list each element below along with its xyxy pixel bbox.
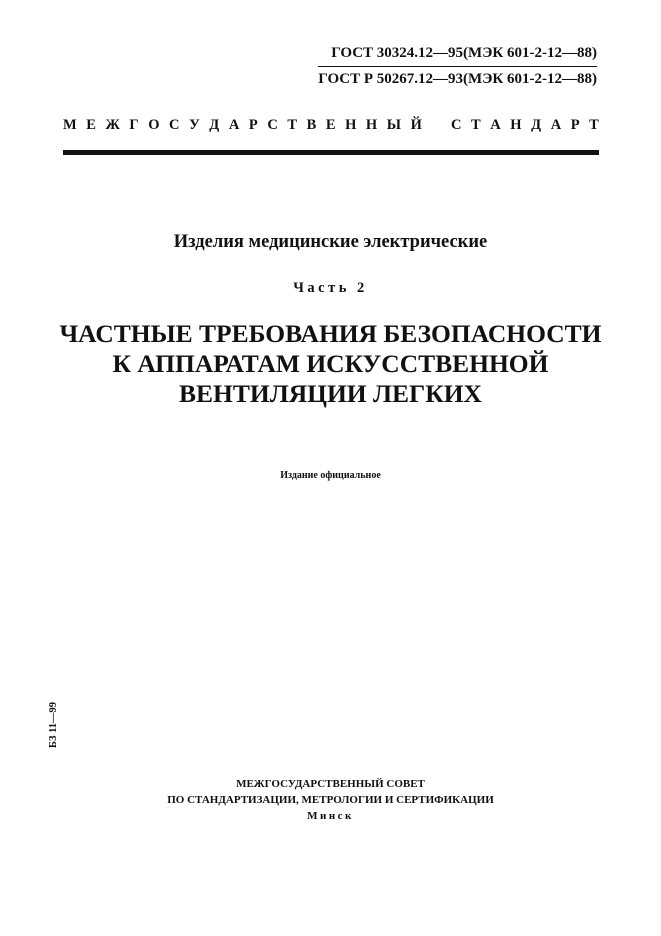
standard-type-letter: М bbox=[63, 117, 77, 133]
standard-type-letter: С bbox=[267, 117, 278, 133]
gost-national-number: ГОСТ Р 50267.12—93(МЭК 601-2-12—88) bbox=[318, 71, 597, 87]
main-title bbox=[0, 319, 661, 409]
product-title: Изделия медицинские электрические bbox=[173, 232, 488, 252]
standard-type-letter: А bbox=[550, 117, 562, 133]
publisher-line: ПО СТАНДАРТИЗАЦИИ, МЕТРОЛОГИИ И СЕРТИФИКАЦИИ bbox=[167, 794, 494, 806]
standard-type-letter: Н bbox=[365, 117, 378, 133]
standard-type-letter: Ж bbox=[105, 117, 120, 133]
standard-type-letter: Е bbox=[86, 117, 96, 133]
standard-type-letter: Н bbox=[510, 117, 522, 133]
standard-type-letter: Р bbox=[248, 117, 258, 133]
standard-designations bbox=[318, 42, 597, 91]
standard-type-letter: О bbox=[148, 117, 160, 133]
standard-type-letter: Й bbox=[410, 117, 422, 133]
standard-type-letter: Е bbox=[325, 117, 336, 133]
publisher-block bbox=[0, 776, 661, 824]
standard-type-heading bbox=[63, 117, 599, 134]
side-catalog-code: БЗ 11—99 bbox=[48, 701, 59, 748]
standard-type-letter: Т bbox=[287, 117, 298, 133]
standard-type-letter: Д bbox=[209, 117, 220, 133]
standard-type-letter: С bbox=[450, 117, 462, 133]
edition-note: Издание официальное bbox=[280, 470, 381, 481]
publisher-city: Минск bbox=[307, 810, 354, 822]
standard-type-letter: Н bbox=[345, 117, 357, 133]
main-title-line: ВЕНТИЛЯЦИИ ЛЕГКИХ bbox=[179, 379, 482, 408]
heading-divider-rule bbox=[63, 150, 599, 155]
standard-type-letter: Т bbox=[589, 117, 599, 133]
publisher-line: МЕЖГОСУДАРСТВЕННЫЙ СОВЕТ bbox=[236, 778, 425, 790]
word-gap bbox=[431, 117, 441, 134]
standard-type-letter: Ы bbox=[386, 117, 401, 133]
main-title-line: К АППАРАТАМ ИСКУССТВЕННОЙ bbox=[112, 349, 549, 378]
standard-type-letter: Г bbox=[129, 117, 139, 133]
standard-type-letter: В bbox=[306, 117, 317, 133]
standard-type-letter: У bbox=[189, 117, 200, 133]
standard-type-letter: Р bbox=[570, 117, 580, 133]
part-label: Часть 2 bbox=[293, 280, 368, 296]
standard-type-letter: А bbox=[490, 117, 501, 133]
standard-type-letter: С bbox=[169, 117, 180, 133]
gost-interstate-number: ГОСТ 30324.12—95(МЭК 601-2-12—88) bbox=[318, 42, 597, 67]
standard-type-letter: А bbox=[228, 117, 240, 133]
main-title-line: ЧАСТНЫЕ ТРЕБОВАНИЯ БЕЗОПАСНОСТИ bbox=[59, 319, 602, 348]
standard-type-letter: Т bbox=[471, 117, 481, 133]
standard-type-letter: Д bbox=[531, 117, 542, 133]
